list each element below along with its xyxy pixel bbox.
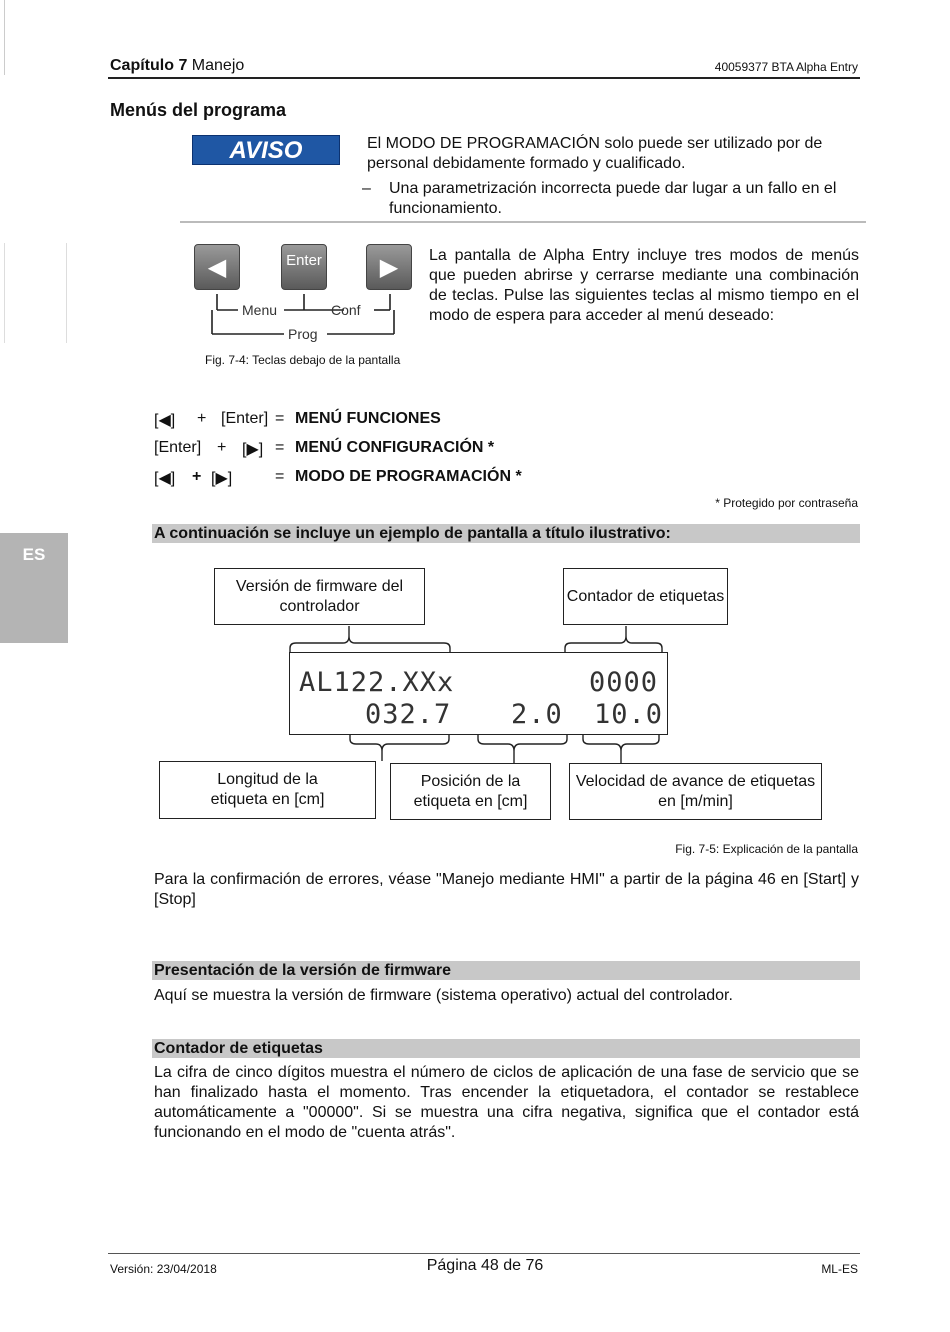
lcd-label-length: 032.7 — [365, 699, 452, 730]
label-length-box: Longitud de la etiqueta en [cm] — [159, 761, 376, 819]
example-heading: A continuación se incluye un ejemplo de pantalla a título ilustrativo: — [152, 524, 860, 543]
combo-equals: = — [275, 468, 285, 485]
chapter-name: Manejo — [187, 57, 245, 74]
combo-key1: [◀] — [154, 412, 176, 429]
right-arrow-icon: ▶ — [379, 254, 399, 281]
combo-plus: + — [192, 468, 202, 485]
footer-page-number: Página 48 de 76 — [426, 1257, 544, 1274]
left-arrow-icon: ◀ — [207, 254, 227, 281]
counter-heading: Contador de etiquetas — [152, 1039, 860, 1058]
chapter-number: Capítulo 7 — [110, 57, 188, 74]
bullet-text: Una parametrización incorrecta puede dar lugar a un fallo en el funcionamiento. — [389, 180, 837, 217]
combo-equals: = — [275, 439, 285, 456]
lcd-label-counter: 0000 — [589, 667, 659, 698]
intro-paragraph: La pantalla de Alpha Entry incluye tres modos de menús que pueden abrirse y cerrarse mediante una combinación de teclas. Pulse las siguientes teclas al mismo tiempo en el modo de espera para acceder al menú deseado: — [429, 247, 859, 324]
footer-language: ML-ES — [821, 1262, 858, 1276]
notice-badge: AVISO — [192, 135, 340, 165]
enter-key-label: Enter — [286, 252, 322, 269]
prog-label: Prog — [288, 326, 318, 342]
combo-key2: [Enter] — [221, 410, 269, 427]
firmware-version-box: Versión de firmware del controlador — [214, 568, 425, 625]
firmware-heading: Presentación de la versión de firmware — [152, 961, 860, 980]
combo-key2: [▶] — [242, 441, 264, 458]
combo-plus: + — [197, 410, 207, 427]
label-counter-box: Contador de etiquetas — [563, 568, 728, 625]
footer-version: Versión: 23/04/2018 — [110, 1262, 217, 1276]
combo-key1: [Enter] — [154, 439, 202, 456]
document-id: 40059377 BTA Alpha Entry — [714, 60, 858, 74]
combo-result: MENÚ FUNCIONES — [295, 410, 441, 427]
feed-speed-box: Velocidad de avance de etiquetas en [m/min] — [569, 763, 822, 820]
figure-caption: Fig. 7-4: Teclas debajo de la pantalla — [205, 353, 401, 367]
lcd-firmware-version: AL122.XXx — [299, 667, 455, 698]
lcd-display — [289, 652, 668, 735]
combo-key1: [◀] — [154, 470, 176, 487]
combo-equals: = — [275, 410, 285, 427]
protected-note: * Protegido por contraseña — [715, 496, 858, 510]
firmware-body: Aquí se muestra la versión de firmware (sistema operativo) actual del controlador. — [154, 987, 733, 1004]
figure-caption: Fig. 7-5: Explicación de la pantalla — [675, 842, 858, 856]
combo-result: MENÚ CONFIGURACIÓN * — [295, 439, 495, 456]
label-position-box: Posición de la etiqueta en [cm] — [390, 763, 551, 820]
lcd-feed-speed: 10.0 — [594, 699, 664, 730]
combo-result: MODO DE PROGRAMACIÓN * — [295, 468, 522, 485]
combo-key2: [▶] — [211, 470, 233, 487]
combo-plus: + — [217, 439, 227, 456]
errors-paragraph: Para la confirmación de errores, véase "Manejo mediante HMI" a partir de la página 46 en [Start] y [Stop] — [154, 871, 859, 908]
footer-divider — [108, 1253, 860, 1254]
menu-label: Menu — [242, 302, 278, 318]
section-title: Menús del programa — [110, 100, 287, 120]
counter-body: La cifra de cinco dígitos muestra el número de ciclos de aplicación de una fase de servicio que se han finalizado hasta el momento. Tras encender la etiquetadora, el contador se restablece automáticamente a "00000". Si se muestra una cifra negativa, significa que el contador está funcionando en el modo de "cuenta atrás". — [154, 1064, 859, 1141]
lcd-label-position: 2.0 — [511, 699, 563, 730]
conf-label: Conf — [331, 302, 361, 318]
notice-text: El MODO DE PROGRAMACIÓN solo puede ser utilizado por de personal debidamente formado y cualificado. — [367, 135, 823, 172]
language-tab: ES — [0, 533, 68, 643]
bullet-dash: – — [362, 180, 371, 197]
